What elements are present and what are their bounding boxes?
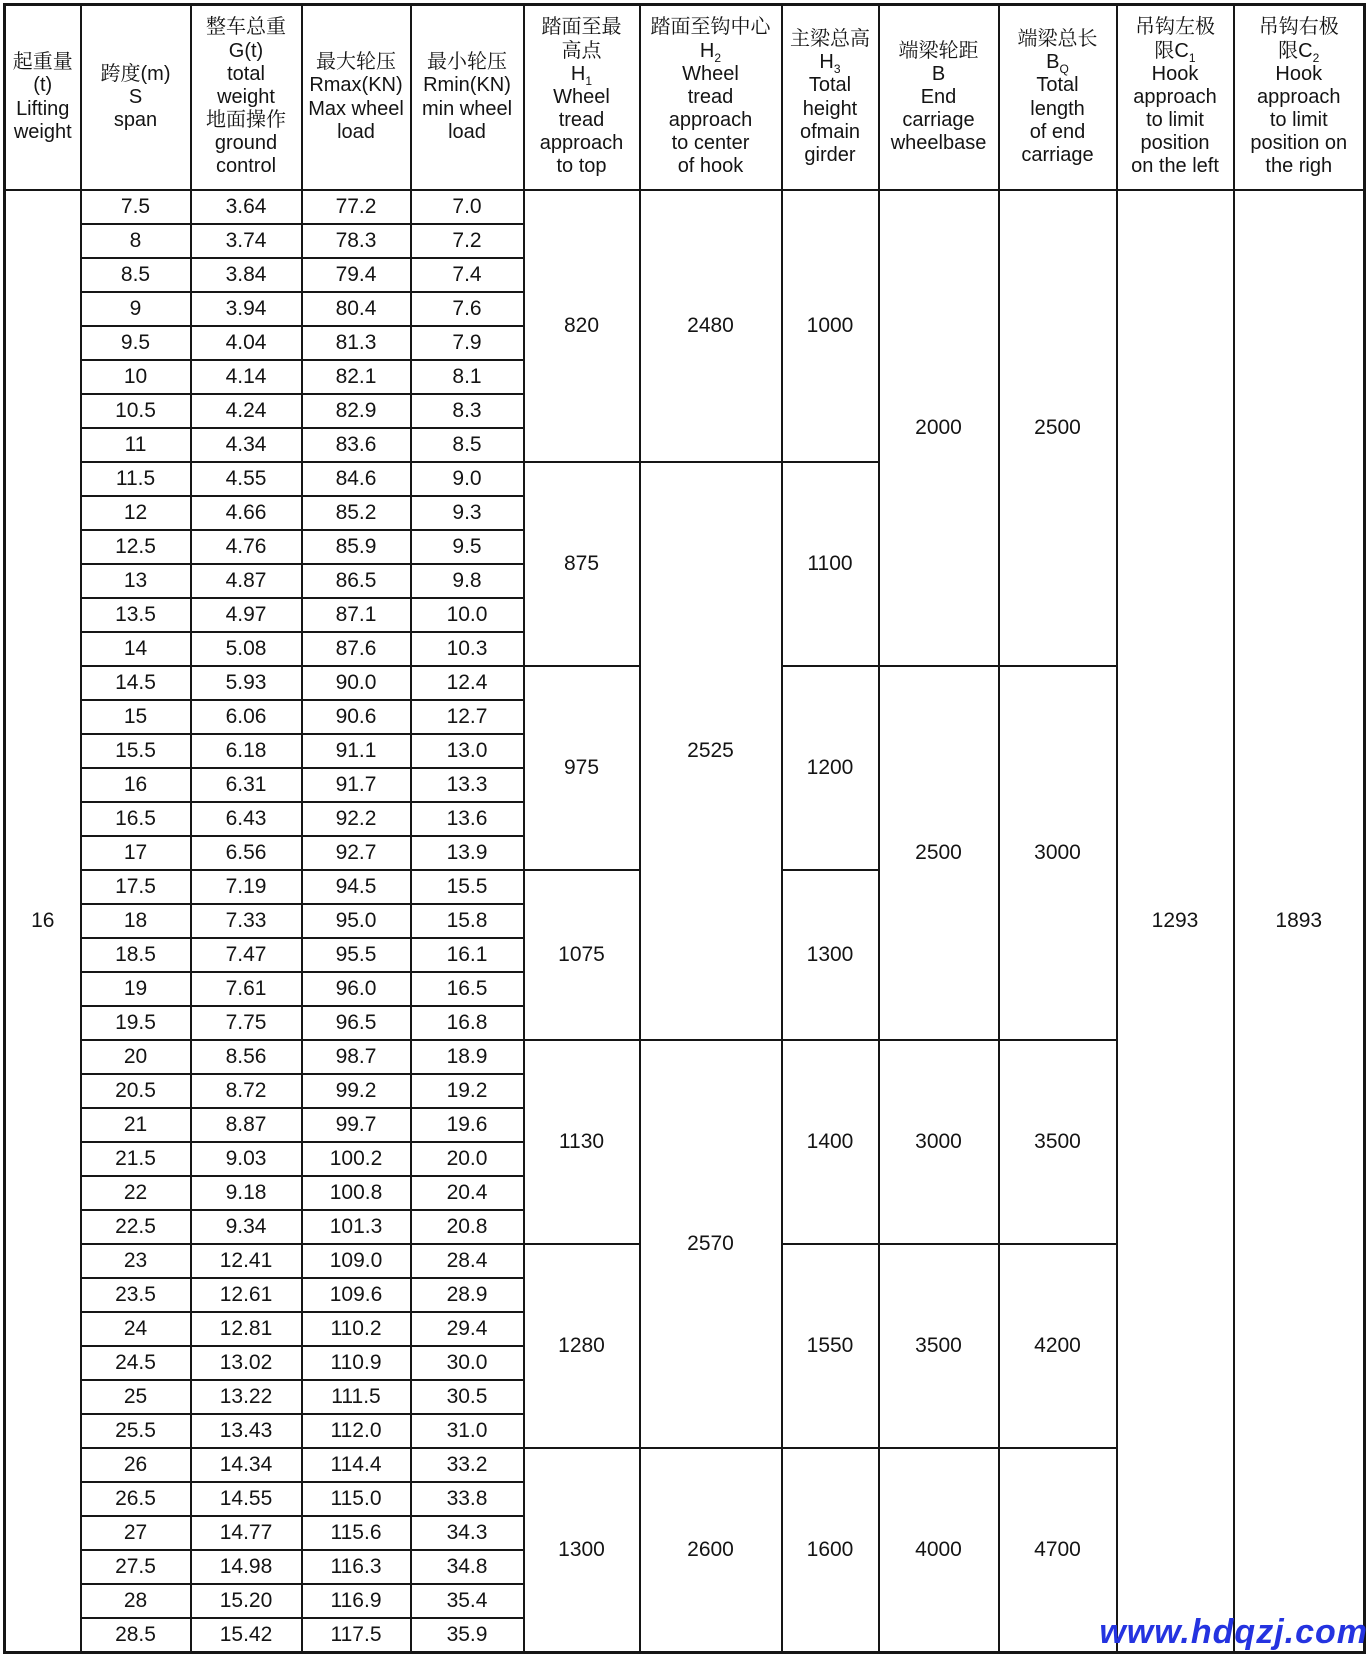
rmin-cell: 8.5 <box>411 428 524 462</box>
rmin-cell: 7.6 <box>411 292 524 326</box>
rmax-cell: 91.1 <box>302 734 411 768</box>
header-min-wheel-load: 最小轮压 Rmin(KN) min wheel load <box>411 5 524 191</box>
h3-cell: 1100 <box>782 462 879 666</box>
rmin-cell: 9.5 <box>411 530 524 564</box>
rmax-cell: 96.0 <box>302 972 411 1006</box>
rmin-cell: 7.0 <box>411 190 524 224</box>
rmax-cell: 98.7 <box>302 1040 411 1074</box>
b-cell: 4000 <box>879 1448 999 1653</box>
span-cell: 23.5 <box>81 1278 191 1312</box>
h1-cell: 1130 <box>524 1040 640 1244</box>
weight-cell: 8.56 <box>191 1040 302 1074</box>
span-cell: 25 <box>81 1380 191 1414</box>
rmin-cell: 29.4 <box>411 1312 524 1346</box>
rmin-cell: 12.4 <box>411 666 524 700</box>
span-cell: 25.5 <box>81 1414 191 1448</box>
span-cell: 19 <box>81 972 191 1006</box>
rmin-cell: 8.3 <box>411 394 524 428</box>
rmax-cell: 90.0 <box>302 666 411 700</box>
weight-cell: 7.75 <box>191 1006 302 1040</box>
header-end-carriage-length: 端梁总长 $B_Q$ Total length of end carriage <box>999 5 1117 191</box>
rmax-cell: 83.6 <box>302 428 411 462</box>
rmin-cell: 12.7 <box>411 700 524 734</box>
table-body <box>5 5 1365 1653</box>
weight-cell: 3.84 <box>191 258 302 292</box>
rmin-cell: 16.1 <box>411 938 524 972</box>
weight-cell: 7.47 <box>191 938 302 972</box>
h2-cell: 2480 <box>640 190 782 462</box>
header-hook-limit-left: 吊钩左极 限$C_1$ Hook approach to limit position on the left <box>1117 5 1234 191</box>
span-cell: 15 <box>81 700 191 734</box>
weight-cell: 15.20 <box>191 1584 302 1618</box>
rmin-cell: 16.5 <box>411 972 524 1006</box>
weight-cell: 13.43 <box>191 1414 302 1448</box>
h3-cell: 1000 <box>782 190 879 462</box>
rmax-cell: 85.9 <box>302 530 411 564</box>
watermark-url: www.hdqzj.com <box>1099 1613 1368 1651</box>
rmin-cell: 10.0 <box>411 598 524 632</box>
weight-cell: 4.04 <box>191 326 302 360</box>
span-cell: 8.5 <box>81 258 191 292</box>
weight-cell: 6.31 <box>191 768 302 802</box>
h2-cell: 2600 <box>640 1448 782 1653</box>
weight-cell: 3.74 <box>191 224 302 258</box>
weight-cell: 4.76 <box>191 530 302 564</box>
weight-cell: 9.18 <box>191 1176 302 1210</box>
rmin-cell: 13.9 <box>411 836 524 870</box>
rmin-cell: 16.8 <box>411 1006 524 1040</box>
weight-cell: 14.55 <box>191 1482 302 1516</box>
rmin-cell: 9.3 <box>411 496 524 530</box>
table-row <box>5 190 1365 224</box>
c2-cell: 1893 <box>1234 190 1365 1653</box>
span-cell: 9 <box>81 292 191 326</box>
header-total-weight: 整车总重 G(t) total weight 地面操作 ground control <box>191 5 302 191</box>
rmax-cell: 81.3 <box>302 326 411 360</box>
header-h3-girder-height: 主梁总高 $H_3$ Total height ofmain girder <box>782 5 879 191</box>
weight-cell: 6.18 <box>191 734 302 768</box>
rmin-cell: 15.5 <box>411 870 524 904</box>
rmin-cell: 28.9 <box>411 1278 524 1312</box>
rmin-cell: 20.0 <box>411 1142 524 1176</box>
weight-cell: 4.97 <box>191 598 302 632</box>
h3-cell: 1400 <box>782 1040 879 1244</box>
weight-cell: 14.77 <box>191 1516 302 1550</box>
weight-cell: 12.61 <box>191 1278 302 1312</box>
h3-cell: 1200 <box>782 666 879 870</box>
weight-cell: 3.64 <box>191 190 302 224</box>
rmax-cell: 116.9 <box>302 1584 411 1618</box>
rmin-cell: 7.9 <box>411 326 524 360</box>
rmax-cell: 110.2 <box>302 1312 411 1346</box>
weight-cell: 7.61 <box>191 972 302 1006</box>
span-cell: 21.5 <box>81 1142 191 1176</box>
rmin-cell: 31.0 <box>411 1414 524 1448</box>
rmax-cell: 80.4 <box>302 292 411 326</box>
weight-cell: 4.34 <box>191 428 302 462</box>
lifting-weight-cell: 16 <box>5 190 81 1653</box>
weight-cell: 14.34 <box>191 1448 302 1482</box>
header-lifting-weight: 起重量 (t) Lifting weight <box>5 5 81 191</box>
span-cell: 28 <box>81 1584 191 1618</box>
rmax-cell: 92.7 <box>302 836 411 870</box>
rmax-cell: 86.5 <box>302 564 411 598</box>
weight-cell: 5.08 <box>191 632 302 666</box>
rmin-cell: 10.3 <box>411 632 524 666</box>
rmin-cell: 19.2 <box>411 1074 524 1108</box>
span-cell: 27 <box>81 1516 191 1550</box>
rmax-cell: 82.1 <box>302 360 411 394</box>
span-cell: 10 <box>81 360 191 394</box>
span-cell: 21 <box>81 1108 191 1142</box>
span-cell: 15.5 <box>81 734 191 768</box>
span-cell: 28.5 <box>81 1618 191 1653</box>
weight-cell: 3.94 <box>191 292 302 326</box>
rmax-cell: 111.5 <box>302 1380 411 1414</box>
span-cell: 20.5 <box>81 1074 191 1108</box>
weight-cell: 4.55 <box>191 462 302 496</box>
h1-cell: 875 <box>524 462 640 666</box>
span-cell: 9.5 <box>81 326 191 360</box>
bq-cell: 3000 <box>999 666 1117 1040</box>
header-h1-tread-to-top: 踏面至最 高点 $H_1$ Wheel tread approach to top <box>524 5 640 191</box>
rmax-cell: 92.2 <box>302 802 411 836</box>
rmax-cell: 90.6 <box>302 700 411 734</box>
span-cell: 11 <box>81 428 191 462</box>
rmax-cell: 116.3 <box>302 1550 411 1584</box>
weight-cell: 5.93 <box>191 666 302 700</box>
weight-cell: 13.22 <box>191 1380 302 1414</box>
header-row <box>5 5 1365 191</box>
h1-cell: 1075 <box>524 870 640 1040</box>
weight-cell: 15.42 <box>191 1618 302 1653</box>
rmin-cell: 8.1 <box>411 360 524 394</box>
h1-cell: 820 <box>524 190 640 462</box>
weight-cell: 13.02 <box>191 1346 302 1380</box>
rmin-cell: 13.6 <box>411 802 524 836</box>
rmax-cell: 117.5 <box>302 1618 411 1653</box>
span-cell: 7.5 <box>81 190 191 224</box>
crane-spec-table <box>3 3 1366 1654</box>
rmax-cell: 115.6 <box>302 1516 411 1550</box>
rmin-cell: 28.4 <box>411 1244 524 1278</box>
b-cell: 2000 <box>879 190 999 666</box>
weight-cell: 4.14 <box>191 360 302 394</box>
header-span: 跨度(m) S span <box>81 5 191 191</box>
header-end-carriage-wheelbase: 端梁轮距 B End carriage wheelbase <box>879 5 999 191</box>
rmax-cell: 77.2 <box>302 190 411 224</box>
rmax-cell: 95.0 <box>302 904 411 938</box>
bq-cell: 4200 <box>999 1244 1117 1448</box>
weight-cell: 8.87 <box>191 1108 302 1142</box>
span-cell: 14 <box>81 632 191 666</box>
rmax-cell: 87.6 <box>302 632 411 666</box>
rmax-cell: 87.1 <box>302 598 411 632</box>
span-cell: 16.5 <box>81 802 191 836</box>
rmax-cell: 109.0 <box>302 1244 411 1278</box>
b-cell: 3500 <box>879 1244 999 1448</box>
weight-cell: 8.72 <box>191 1074 302 1108</box>
span-cell: 24.5 <box>81 1346 191 1380</box>
weight-cell: 9.34 <box>191 1210 302 1244</box>
rmax-cell: 112.0 <box>302 1414 411 1448</box>
weight-cell: 4.24 <box>191 394 302 428</box>
rmax-cell: 85.2 <box>302 496 411 530</box>
weight-cell: 9.03 <box>191 1142 302 1176</box>
header-max-wheel-load: 最大轮压 Rmax(KN) Max wheel load <box>302 5 411 191</box>
rmax-cell: 84.6 <box>302 462 411 496</box>
rmax-cell: 94.5 <box>302 870 411 904</box>
rmax-cell: 109.6 <box>302 1278 411 1312</box>
rmax-cell: 91.7 <box>302 768 411 802</box>
span-cell: 12 <box>81 496 191 530</box>
weight-cell: 6.56 <box>191 836 302 870</box>
span-cell: 17.5 <box>81 870 191 904</box>
span-cell: 11.5 <box>81 462 191 496</box>
rmin-cell: 7.2 <box>411 224 524 258</box>
span-cell: 18.5 <box>81 938 191 972</box>
weight-cell: 7.33 <box>191 904 302 938</box>
rmin-cell: 33.8 <box>411 1482 524 1516</box>
weight-cell: 4.87 <box>191 564 302 598</box>
span-cell: 22.5 <box>81 1210 191 1244</box>
span-cell: 17 <box>81 836 191 870</box>
rmin-cell: 20.8 <box>411 1210 524 1244</box>
bq-cell: 4700 <box>999 1448 1117 1653</box>
span-cell: 24 <box>81 1312 191 1346</box>
rmax-cell: 115.0 <box>302 1482 411 1516</box>
rmax-cell: 100.8 <box>302 1176 411 1210</box>
weight-cell: 14.98 <box>191 1550 302 1584</box>
header-hook-limit-right: 吊钩右极 限$C_2$ Hook approach to limit position on the righ <box>1234 5 1365 191</box>
rmax-cell: 79.4 <box>302 258 411 292</box>
span-cell: 19.5 <box>81 1006 191 1040</box>
h2-cell: 2570 <box>640 1040 782 1448</box>
h1-cell: 1280 <box>524 1244 640 1448</box>
h3-cell: 1300 <box>782 870 879 1040</box>
rmin-cell: 35.4 <box>411 1584 524 1618</box>
rmin-cell: 30.5 <box>411 1380 524 1414</box>
rmin-cell: 9.8 <box>411 564 524 598</box>
h1-cell: 975 <box>524 666 640 870</box>
h1-cell: 1300 <box>524 1448 640 1653</box>
weight-cell: 12.41 <box>191 1244 302 1278</box>
rmax-cell: 110.9 <box>302 1346 411 1380</box>
rmin-cell: 13.3 <box>411 768 524 802</box>
rmin-cell: 18.9 <box>411 1040 524 1074</box>
rmin-cell: 30.0 <box>411 1346 524 1380</box>
rmin-cell: 15.8 <box>411 904 524 938</box>
span-cell: 8 <box>81 224 191 258</box>
weight-cell: 12.81 <box>191 1312 302 1346</box>
weight-cell: 6.43 <box>191 802 302 836</box>
span-cell: 26.5 <box>81 1482 191 1516</box>
rmin-cell: 35.9 <box>411 1618 524 1653</box>
span-cell: 27.5 <box>81 1550 191 1584</box>
span-cell: 13 <box>81 564 191 598</box>
rmin-cell: 34.3 <box>411 1516 524 1550</box>
span-cell: 10.5 <box>81 394 191 428</box>
rmin-cell: 19.6 <box>411 1108 524 1142</box>
h3-cell: 1550 <box>782 1244 879 1448</box>
span-cell: 13.5 <box>81 598 191 632</box>
span-cell: 14.5 <box>81 666 191 700</box>
rmax-cell: 95.5 <box>302 938 411 972</box>
bq-cell: 3500 <box>999 1040 1117 1244</box>
weight-cell: 7.19 <box>191 870 302 904</box>
h3-cell: 1600 <box>782 1448 879 1653</box>
rmax-cell: 114.4 <box>302 1448 411 1482</box>
h2-cell: 2525 <box>640 462 782 1040</box>
header-h2-tread-to-hook: 踏面至钩中心 $H_2$ Wheel tread approach to center of hook <box>640 5 782 191</box>
span-cell: 23 <box>81 1244 191 1278</box>
span-cell: 26 <box>81 1448 191 1482</box>
rmax-cell: 99.7 <box>302 1108 411 1142</box>
rmin-cell: 7.4 <box>411 258 524 292</box>
span-cell: 16 <box>81 768 191 802</box>
rmax-cell: 78.3 <box>302 224 411 258</box>
rmax-cell: 99.2 <box>302 1074 411 1108</box>
span-cell: 20 <box>81 1040 191 1074</box>
rmax-cell: 101.3 <box>302 1210 411 1244</box>
bq-cell: 2500 <box>999 190 1117 666</box>
rmin-cell: 13.0 <box>411 734 524 768</box>
c1-cell: 1293 <box>1117 190 1234 1653</box>
rmin-cell: 20.4 <box>411 1176 524 1210</box>
span-cell: 12.5 <box>81 530 191 564</box>
weight-cell: 4.66 <box>191 496 302 530</box>
rmax-cell: 82.9 <box>302 394 411 428</box>
rmin-cell: 9.0 <box>411 462 524 496</box>
span-cell: 22 <box>81 1176 191 1210</box>
rmax-cell: 100.2 <box>302 1142 411 1176</box>
rmin-cell: 33.2 <box>411 1448 524 1482</box>
rmin-cell: 34.8 <box>411 1550 524 1584</box>
b-cell: 2500 <box>879 666 999 1040</box>
span-cell: 18 <box>81 904 191 938</box>
rmax-cell: 96.5 <box>302 1006 411 1040</box>
weight-cell: 6.06 <box>191 700 302 734</box>
b-cell: 3000 <box>879 1040 999 1244</box>
